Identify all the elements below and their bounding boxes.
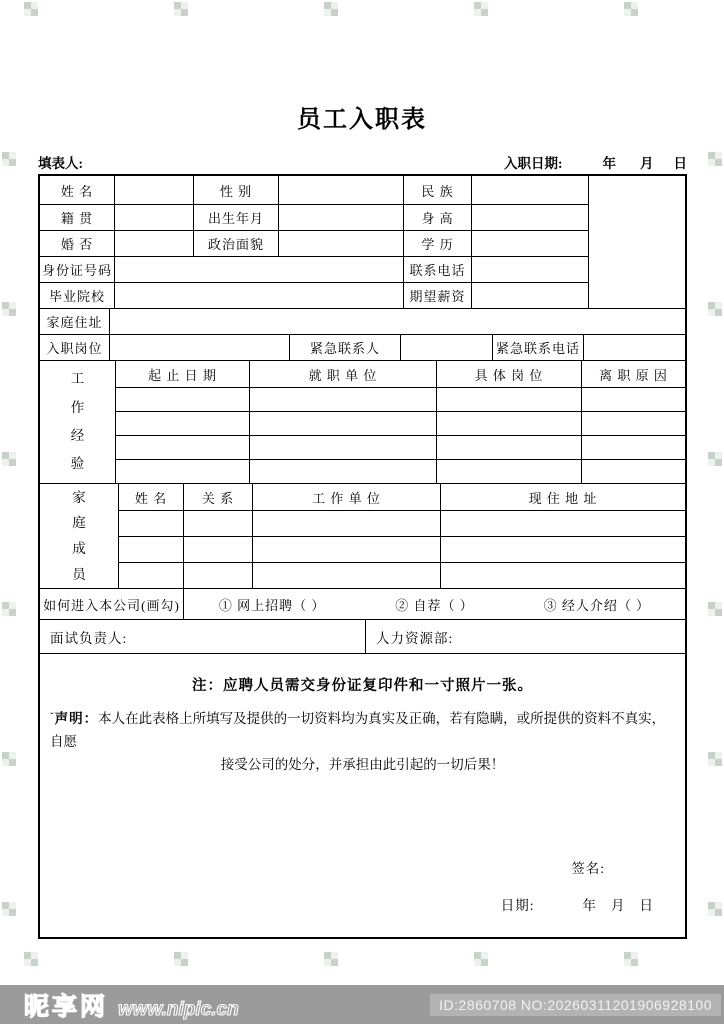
transparency-checker-mark — [708, 752, 722, 766]
work-experience-section — [40, 361, 685, 484]
recruitment-source-row — [40, 589, 685, 620]
work-row-reason-cell — [582, 460, 685, 484]
form-meta-row — [38, 152, 687, 172]
signature-date-month: 月 — [611, 897, 626, 913]
field-id-number-value — [115, 257, 404, 283]
transparency-checker-mark — [24, 2, 38, 16]
transparency-checker-mark — [174, 952, 188, 966]
field-position-value — [110, 335, 290, 361]
field-native-place-value — [115, 205, 194, 231]
field-position-label: 入职岗位 — [40, 335, 110, 361]
field-marital-value — [115, 231, 194, 257]
field-school-label: 毕业院校 — [40, 283, 115, 309]
recruitment-source-label: 如何进入本公司(画勾) — [40, 589, 184, 620]
work-col-post-header: 具 体 岗 位 — [437, 361, 582, 388]
declaration-block — [40, 708, 685, 777]
recruitment-source-options — [184, 589, 685, 620]
note-declaration-cell — [40, 674, 685, 937]
signature-label: 签名: — [571, 860, 605, 876]
signature-line — [40, 857, 685, 877]
field-emergency-phone-value — [584, 335, 685, 361]
field-home-address-label: 家庭住址 — [40, 309, 110, 335]
join-date-year: 年 — [602, 156, 616, 171]
basic-info-section — [40, 176, 685, 309]
transparency-checker-mark — [708, 902, 722, 916]
signature-date-year: 年 — [582, 897, 597, 913]
field-height-value — [472, 205, 589, 231]
work-col-date-header: 起 止 日 期 — [116, 361, 250, 388]
work-row-date-cell — [116, 460, 250, 484]
caron-mark: ˇ — [50, 711, 54, 723]
join-date-group — [504, 152, 687, 172]
work-row-reason-cell — [582, 388, 685, 412]
field-birth-date-value — [279, 205, 404, 231]
transparency-checker-mark — [324, 952, 338, 966]
field-name-label: 姓 名 — [40, 176, 115, 205]
field-salary-value — [472, 283, 589, 309]
field-education-value — [472, 231, 589, 257]
field-emergency-contact-label: 紧急联系人 — [290, 335, 401, 361]
field-salary-label: 期望薪资 — [404, 283, 472, 309]
join-date-month: 月 — [640, 156, 654, 171]
family-row-name-cell — [119, 537, 184, 563]
field-height-label: 身 高 — [404, 205, 472, 231]
field-marital-label: 婚 否 — [40, 231, 115, 257]
family-row-address-cell — [441, 563, 685, 589]
work-row-post-cell — [437, 412, 582, 436]
family-row-name-cell — [119, 563, 184, 589]
work-row-reason-cell — [582, 412, 685, 436]
transparency-checker-mark — [24, 952, 38, 966]
transparency-checker-mark — [174, 2, 188, 16]
family-col-address-header: 现 住 地 址 — [441, 484, 685, 511]
transparency-checker-mark — [474, 952, 488, 966]
transparency-checker-mark — [2, 902, 16, 916]
watermark-logo — [24, 987, 239, 1023]
work-row-company-cell — [250, 460, 437, 484]
home-address-row — [40, 309, 685, 335]
join-date-day: 日 — [673, 156, 687, 171]
declaration-label: 声明： — [54, 711, 99, 726]
transparency-checker-mark — [708, 152, 722, 166]
field-gender-value — [279, 176, 404, 205]
option-referral: ③ 经人介绍（ ） — [543, 597, 651, 613]
transparency-checker-mark — [474, 2, 488, 16]
field-school-value — [115, 283, 404, 309]
family-row-relation-cell — [184, 563, 253, 589]
work-row-company-cell — [250, 436, 437, 460]
transparency-checker-mark — [324, 2, 338, 16]
declaration-line2: 接受公司的处分，并承担由此引起的一切后果！ — [220, 756, 505, 772]
transparency-checker-mark — [708, 302, 722, 316]
photo-box — [589, 176, 685, 309]
field-ethnicity-value — [472, 176, 589, 205]
interviewer-label: 面试负责人: — [40, 620, 366, 654]
option-self-recommendation: ② 自荐（ ） — [395, 597, 474, 613]
field-name-value — [115, 176, 194, 205]
family-row-relation-cell — [184, 537, 253, 563]
position-row — [40, 335, 685, 361]
field-phone-label: 联系电话 — [404, 257, 472, 283]
field-ethnicity-label: 民 族 — [404, 176, 472, 205]
field-political-label: 政治面貌 — [194, 231, 279, 257]
watermark-site-name: 昵享网 — [24, 992, 109, 1021]
join-date-label: 入职日期: — [504, 156, 563, 171]
transparency-checker-mark — [2, 452, 16, 466]
work-row-company-cell — [250, 412, 437, 436]
work-col-company-header: 就 职 单 位 — [250, 361, 437, 388]
watermark-footer-bar — [0, 985, 724, 1024]
transparency-checker-mark — [2, 302, 16, 316]
family-row-address-cell — [441, 511, 685, 537]
field-native-place-label: 籍 贯 — [40, 205, 115, 231]
field-emergency-phone-label: 紧急联系电话 — [493, 335, 584, 361]
family-row-address-cell — [441, 537, 685, 563]
family-row-name-cell — [119, 511, 184, 537]
transparency-checker-mark — [624, 952, 638, 966]
family-col-name-header: 姓 名 — [119, 484, 184, 511]
family-side-label: 家庭成员 — [40, 484, 119, 589]
signature-date-line — [40, 894, 685, 914]
work-row-reason-cell — [582, 436, 685, 460]
family-row-company-cell — [253, 511, 441, 537]
work-experience-side-label: 工作经验 — [40, 361, 116, 484]
signature-date-day: 日 — [639, 897, 654, 913]
field-id-number-label: 身份证号码 — [40, 257, 115, 283]
transparency-checker-mark — [708, 602, 722, 616]
option-online-recruiting: ① 网上招聘（ ） — [218, 597, 326, 613]
watermark-id-badge: ID:2860708 NO:20260311201906928100 — [430, 994, 721, 1016]
family-row-company-cell — [253, 537, 441, 563]
transparency-checker-mark — [708, 452, 722, 466]
family-col-company-header: 工 作 单 位 — [253, 484, 441, 511]
family-row-company-cell — [253, 563, 441, 589]
family-row-relation-cell — [184, 511, 253, 537]
onboarding-form-table — [38, 174, 687, 939]
field-birth-date-label: 出生年月 — [194, 205, 279, 231]
watermark-site-url: www.nipic.cn — [118, 998, 239, 1020]
field-gender-label: 性 别 — [194, 176, 279, 205]
field-political-value — [279, 231, 404, 257]
work-row-date-cell — [116, 388, 250, 412]
field-education-label: 学 历 — [404, 231, 472, 257]
work-row-post-cell — [437, 460, 582, 484]
transparency-checker-mark — [2, 752, 16, 766]
page-title: 员工入职表 — [297, 107, 427, 133]
family-members-section — [40, 484, 685, 589]
declaration-line1: $^ˇ$声明：本人在此表格上所填写及提供的一切资料均为真实及正确，若有隐瞒，或所提供的资料不真实，自愿 — [50, 711, 666, 749]
transparency-checker-mark — [624, 2, 638, 16]
work-row-post-cell — [437, 436, 582, 460]
field-home-address-value — [110, 309, 685, 335]
work-row-company-cell — [250, 388, 437, 412]
work-row-date-cell — [116, 412, 250, 436]
signature-date-label: 日期: — [500, 897, 535, 913]
field-emergency-contact-value — [401, 335, 493, 361]
filler-label: 填表人: — [38, 156, 83, 171]
field-phone-value — [472, 257, 589, 283]
work-col-reason-header: 离 职 原 因 — [582, 361, 685, 388]
hr-department-label: 人力资源部: — [366, 620, 685, 654]
approval-row — [40, 620, 685, 654]
transparency-checker-mark — [2, 602, 16, 616]
family-col-relation-header: 关 系 — [184, 484, 253, 511]
work-row-post-cell — [437, 388, 582, 412]
transparency-checker-mark — [2, 152, 16, 166]
work-row-date-cell — [116, 436, 250, 460]
note-line: 注：应聘人员需交身份证复印件和一寸照片一张。 — [192, 678, 533, 694]
